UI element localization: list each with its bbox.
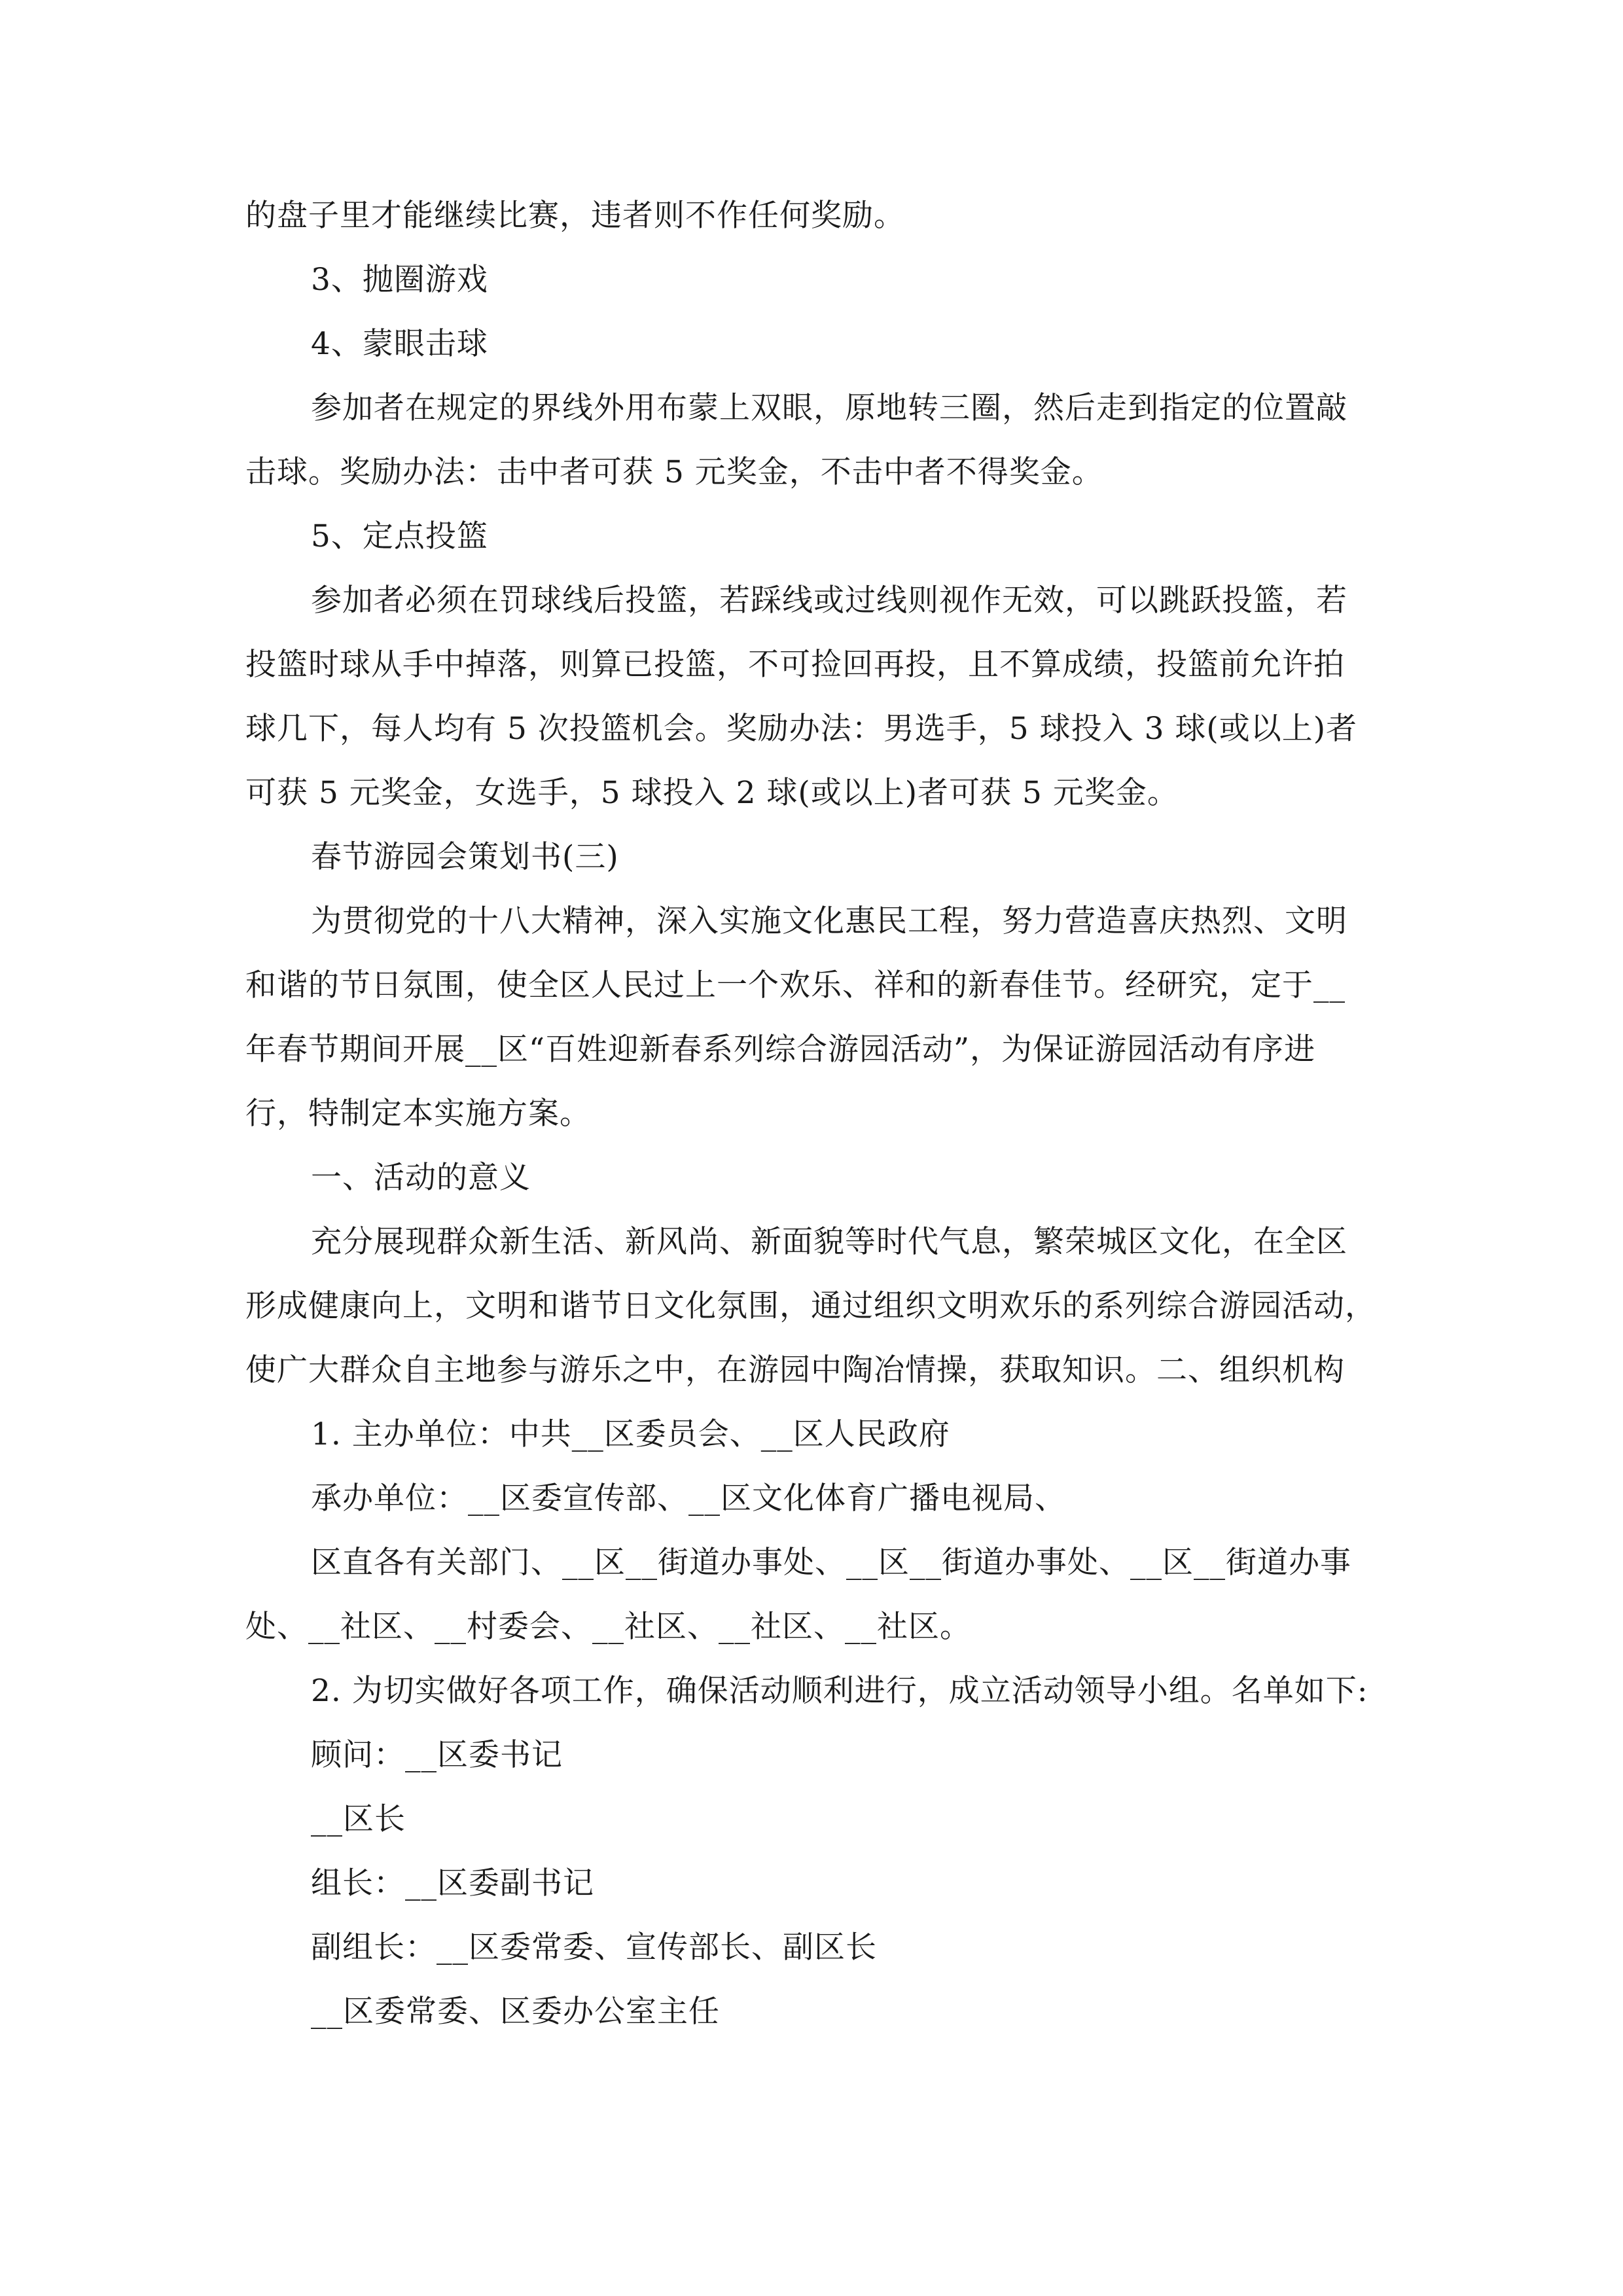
text-line: 年春节期间开展__区“百姓迎新春系列综合游园活动”，为保证游园活动有序进 [245,1031,1316,1067]
text-line: 击球。奖励办法：击中者可获 5 元奖金，不击中者不得奖金。 [245,454,1103,490]
text-line: 承办单位：__区委宣传部、__区文化体育广播电视局、 [311,1480,1066,1516]
text-line: 行，特制定本实施方案。 [245,1096,591,1132]
text-line: 的盘子里才能继续比赛，违者则不作任何奖励。 [245,198,905,234]
text-line: 组长：__区委副书记 [311,1865,594,1901]
text-line: 使广大群众自主地参与游乐之中，在游园中陶冶情操，获取知识。二、组织机构 [245,1352,1345,1388]
text-line: 2. 为切实做好各项工作，确保活动顺利进行，成立活动领导小组。名单如下: [311,1673,1368,1709]
text-line: 5、定点投篮 [311,518,488,554]
text-line: 参加者在规定的界线外用布蒙上双眼，原地转三圈，然后走到指定的位置敲 [311,390,1347,426]
text-line: 投篮时球从手中掉落，则算已投篮，不可捡回再投，且不算成绩，投篮前允许拍 [245,647,1345,683]
text-line: __区长 [311,1801,406,1837]
text-line: 副组长：__区委常委、宣传部长、副区长 [311,1929,877,1965]
text-line: 形成健康向上，文明和谐节日文化氛围，通过组织文明欢乐的系列综合游园活动， [245,1288,1376,1324]
text-line: 区直各有关部门、__区__街道办事处、__区__街道办事处、__区__街道办事 [311,1545,1351,1581]
text-line: 1. 主办单位：中共__区委员会、__区人民政府 [311,1416,950,1452]
section-heading: 一、活动的意义 [311,1160,531,1196]
text-line: 参加者必须在罚球线后投篮，若踩线或过线则视作无效，可以跳跃投篮，若 [311,583,1347,619]
text-line: 4、蒙眼击球 [311,326,488,362]
text-line: 可获 5 元奖金，女选手，5 球投入 2 球(或以上)者可获 5 元奖金。 [245,775,1179,811]
text-line: 充分展现群众新生活、新风尚、新面貌等时代气息，繁荣城区文化，在全区 [311,1224,1347,1260]
text-line: __区委常委、区委办公室主任 [311,1994,720,2030]
text-line: 处、__社区、__村委会、__社区、__社区、__社区。 [245,1609,971,1645]
text-line: 3、抛圈游戏 [311,262,488,298]
text-line: 球几下，每人均有 5 次投篮机会。奖励办法：男选手，5 球投入 3 球(或以上)者 [245,711,1358,747]
section-title: 春节游园会策划书(三) [311,839,619,875]
text-line: 和谐的节日氛围，使全区人民过上一个欢乐、祥和的新春佳节。经研究，定于__ [245,967,1346,1003]
text-line: 为贯彻党的十八大精神，深入实施文化惠民工程，努力营造喜庆热烈、文明 [311,903,1347,939]
text-line: 顾问：__区委书记 [311,1737,563,1773]
